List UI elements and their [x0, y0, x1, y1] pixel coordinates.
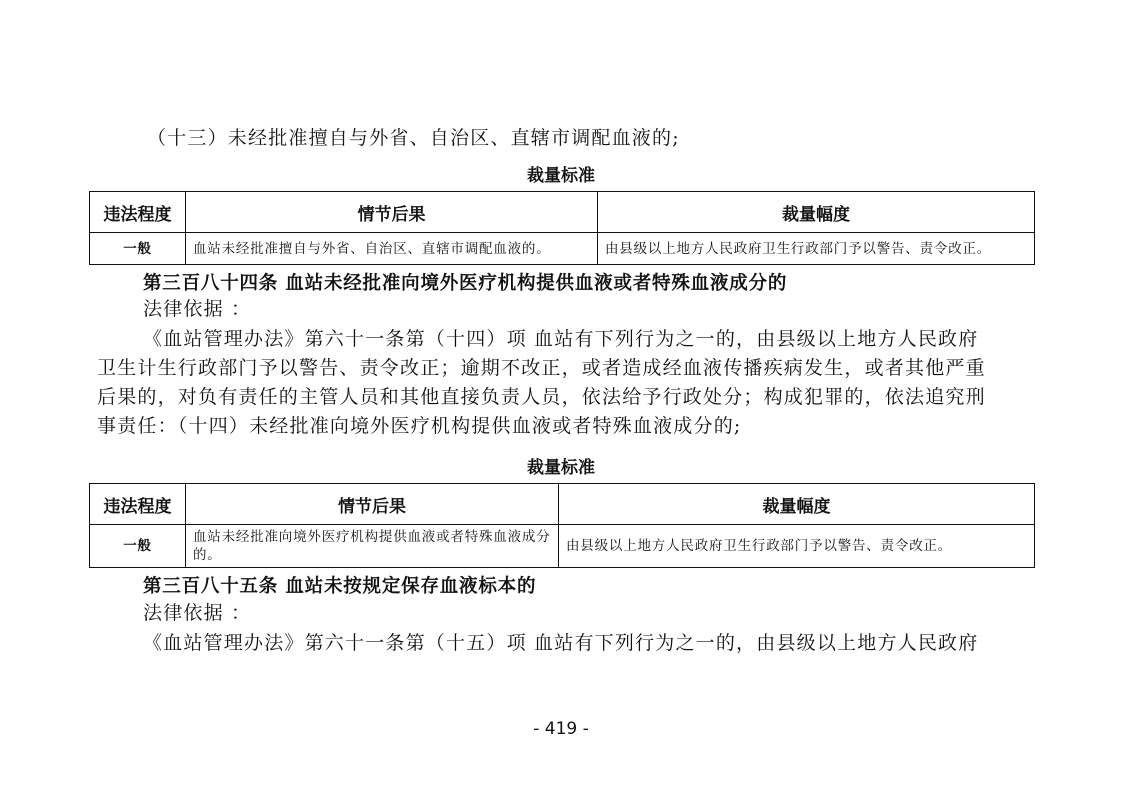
- cell-level: 一般: [90, 525, 186, 568]
- item-13-text: （十三）未经批准擅自与外省、自治区、直辖市调配血液的;: [147, 127, 680, 149]
- article-384-title: 第三百八十四条 血站未经批准向境外医疗机构提供血液或者特殊血液成分的: [143, 273, 788, 294]
- article-384-body-line-4: 事责任：（十四）未经批准向境外医疗机构提供血液或者特殊血液成分的;: [97, 415, 742, 437]
- discretion-table-2: [89, 483, 1035, 568]
- discretion-table-1: [89, 191, 1035, 265]
- cell-level: 一般: [90, 233, 186, 265]
- table2-caption: 裁量标准: [527, 458, 595, 478]
- header-circumstance: 情节后果: [186, 484, 559, 525]
- cell-circumstance: 血站未经批准擅自与外省、自治区、直辖市调配血液的。: [186, 233, 598, 265]
- article-384-body-line-3: 后果的，对负有责任的主管人员和其他直接负责人员，依法给予行政处分；构成犯罪的，依法追究刑: [97, 386, 986, 408]
- page-number: - 419 -: [533, 719, 589, 739]
- article-384-body-line-2: 卫生计生行政部门予以警告、责令改正；逾期不改正，或者造成经血液传播疾病发生，或者其他严重: [97, 357, 986, 379]
- table-row: [90, 233, 1035, 265]
- table-row: [90, 525, 1035, 568]
- header-violation-degree: 违法程度: [90, 484, 186, 525]
- header-discretion-range: 裁量幅度: [559, 484, 1035, 525]
- article-385-body-line-1: 《血站管理办法》第六十一条第（十五）项 血站有下列行为之一的，由县级以上地方人民政府: [143, 632, 979, 654]
- table-header-row: [90, 192, 1035, 233]
- header-violation-degree: 违法程度: [90, 192, 186, 233]
- legal-basis-label-1: 法律依据 ：: [143, 298, 252, 320]
- article-385-title: 第三百八十五条 血站未按规定保存血液标本的: [143, 576, 537, 597]
- cell-circumstance: 血站未经批准向境外医疗机构提供血液或者特殊血液成分的。: [186, 525, 559, 568]
- header-discretion-range: 裁量幅度: [598, 192, 1035, 233]
- cell-range: 由县级以上地方人民政府卫生行政部门予以警告、责令改正。: [598, 233, 1035, 265]
- article-384-body-line-1: 《血站管理办法》第六十一条第（十四）项 血站有下列行为之一的，由县级以上地方人民政府: [143, 328, 979, 350]
- cell-range: 由县级以上地方人民政府卫生行政部门予以警告、责令改正。: [559, 525, 1035, 568]
- header-circumstance: 情节后果: [186, 192, 598, 233]
- table-header-row: [90, 484, 1035, 525]
- table1-caption: 裁量标准: [527, 166, 595, 186]
- legal-basis-label-2: 法律依据 ：: [143, 602, 252, 624]
